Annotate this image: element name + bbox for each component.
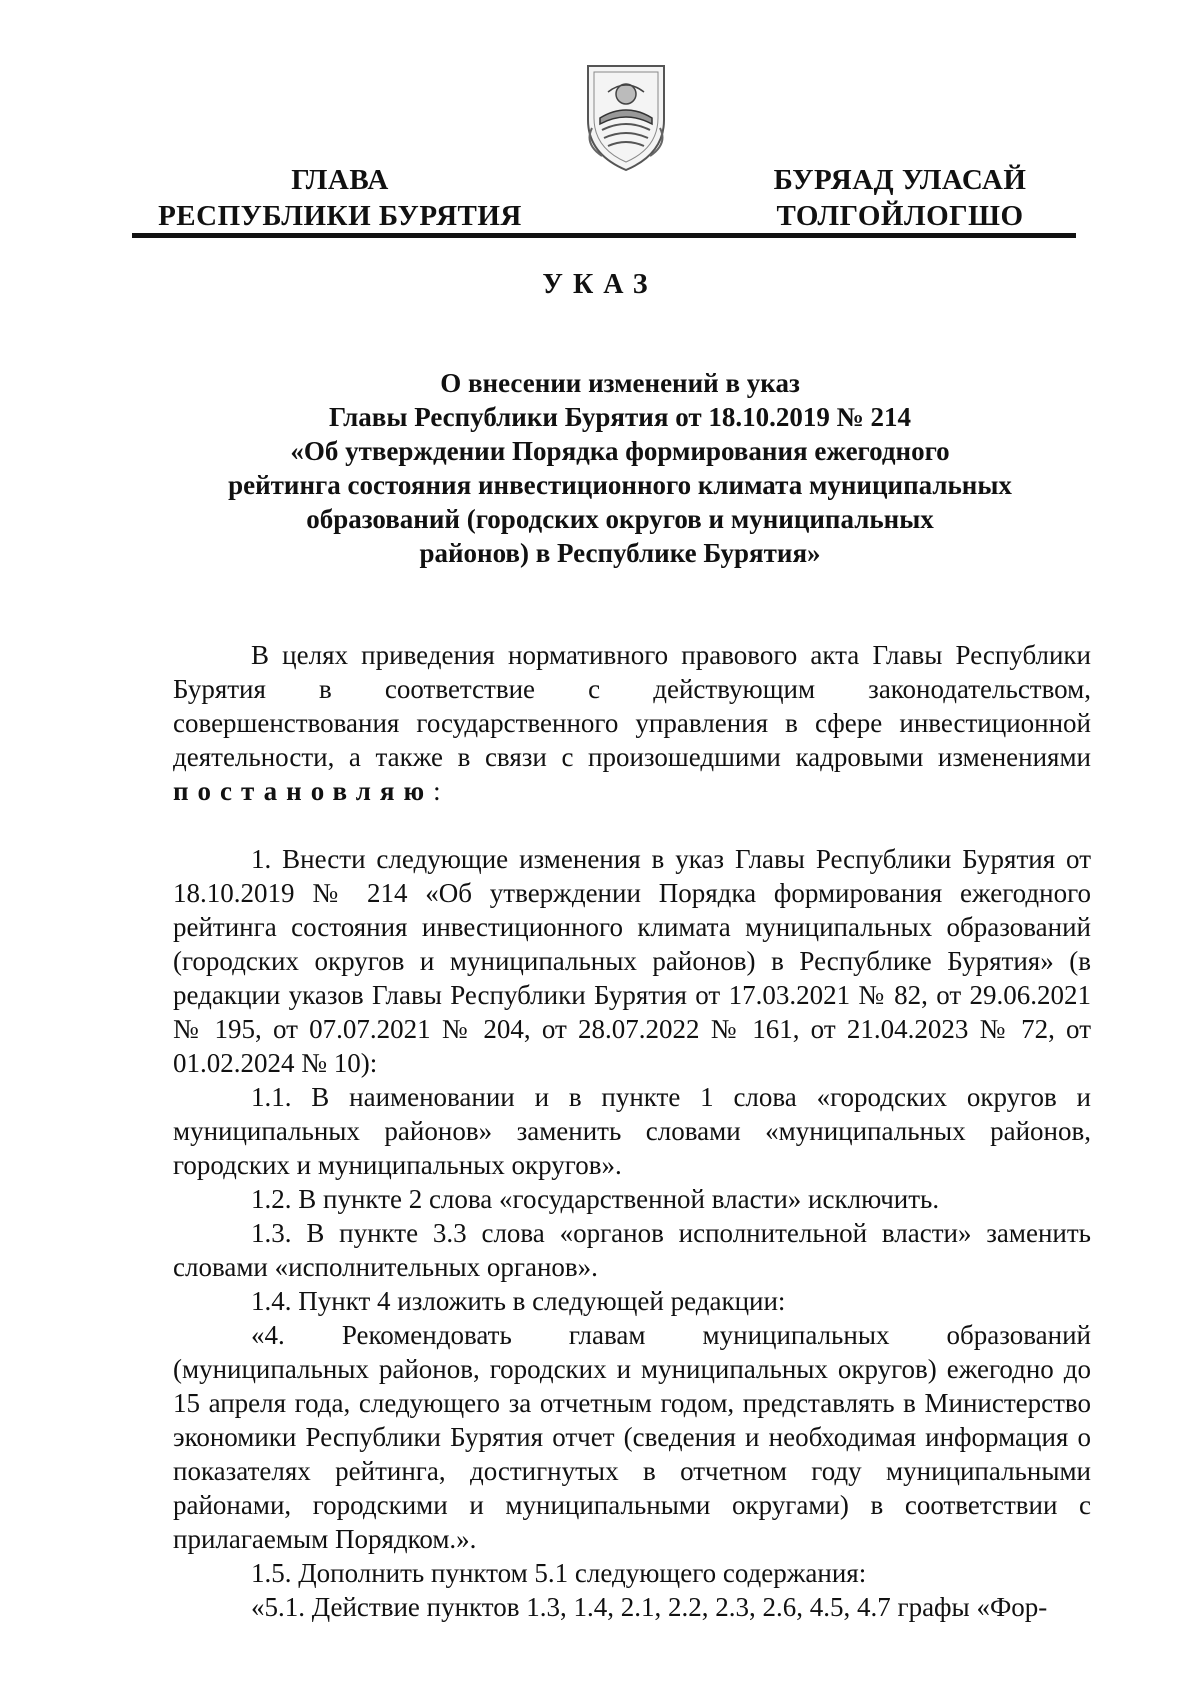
header-divider — [132, 233, 1076, 238]
subject-line: «Об утверждении Порядка формирования ежегодного — [290, 436, 950, 466]
subject-line: образований (городских округов и муниципальных — [306, 504, 934, 534]
item-paragraph: 1.3. В пункте 3.3 слова «органов исполнительной власти» заменить словами «исполнительных органов». — [173, 1218, 1091, 1282]
issuer-buryat — [750, 162, 1050, 234]
preamble-paragraph — [173, 638, 1091, 808]
issuer-russian-line1: ГЛАВА — [291, 164, 389, 196]
item-paragraph: «4. Рекомендовать главам муниципальных образований (муниципальных районов, городских и муниципальных округов) ежегодно до 15 апреля года, следующего за отчетным годом, представлять в Министерство экономики Республики Бурятия отчет (сведения и необходимая информация о показателях рейтинга, достигнутых в отчетном году муниципальными районами, городскими и муниципальными округами) в соответствии с прилагаемым Порядком.». — [173, 1320, 1091, 1554]
subject-line: рейтинга состояния инвестиционного климата муниципальных — [228, 470, 1012, 500]
document-subject — [210, 366, 1030, 570]
subject-line: районов) в Республике Бурятия» — [419, 538, 821, 568]
coat-of-arms-icon — [578, 58, 674, 176]
preamble-text: В целях приведения нормативного правового акта Главы Республики Бурятия в соответствие с действующим законодательством, совершенствования государственного управления в сфере инвестиционной деятельности, а также в связи с произошедшими кадровыми изменениями — [173, 640, 1091, 772]
issuer-russian-line2: РЕСПУБЛИКИ БУРЯТИЯ — [158, 200, 522, 232]
item-paragraph: 1.2. В пункте 2 слова «государственной власти» исключить. — [251, 1184, 940, 1214]
item-paragraph: 1.4. Пункт 4 изложить в следующей редакции: — [251, 1286, 786, 1316]
item-paragraph: 1. Внести следующие изменения в указ Главы Республики Бурятия от 18.10.2019 № 214 «Об утверждении Порядка формирования ежегодного рейтинга состояния инвестиционного климата муниципальных образований (городских округов и муниципальных районов) в Республике Бурятия» (в редакции указов Главы Республики Бурятия от 17.03.2021 № 82, от 29.06.2021 № 195, от 07.07.2021 № 204, от 28.07.2022 № 161, от 21.04.2023 № 72, от 01.02.2024 № 10): — [173, 844, 1091, 1078]
item-paragraph: 1.1. В наименовании и в пункте 1 слова «городских округов и муниципальных районов» заменить словами «муниципальных районов, городских и муниципальных округов». — [173, 1082, 1091, 1180]
item-paragraph: «5.1. Действие пунктов 1.3, 1.4, 2.1, 2.2, 2.3, 2.6, 4.5, 4.7 графы «Фор- — [251, 1592, 1048, 1622]
document-type: УКАЗ — [542, 269, 658, 300]
item-paragraph: 1.5. Дополнить пунктом 5.1 следующего содержания: — [251, 1558, 867, 1588]
subject-line: О внесении изменений в указ — [440, 368, 800, 398]
issuer-buryat-line1: БУРЯАД УЛАСАЙ — [773, 164, 1027, 196]
preamble-ending: : — [433, 776, 441, 806]
issuer-russian — [150, 162, 530, 234]
document-body — [173, 638, 1091, 1624]
issuer-buryat-line2: ТОЛГОЙЛОГШО — [776, 200, 1024, 232]
decree-word: постановляю — [173, 776, 434, 806]
subject-line: Главы Республики Бурятия от 18.10.2019 № 214 — [329, 402, 911, 432]
